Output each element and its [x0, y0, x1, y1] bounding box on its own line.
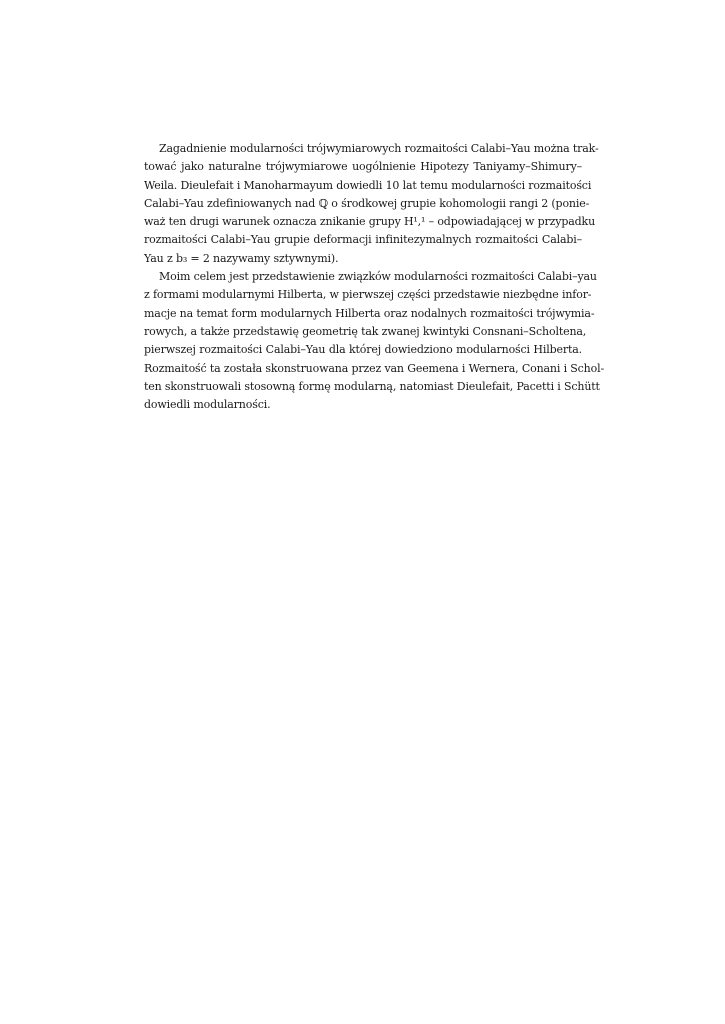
text-line: rozmaitości Calabi–Yau grupie deformacji infinitezymalnych rozmaitości Calabi– — [144, 233, 582, 247]
abstract-text-block — [144, 140, 605, 414]
text-line: Weila. Dieulefait i Manoharmayum dowiedli 10 lat temu modularności rozmaitości — [144, 178, 592, 192]
text-line: Yau z b₃ = 2 nazywamy sztywnymi). — [144, 251, 339, 265]
text-line: Rozmaitość ta została skonstruowana przez van Geemena i Wernera, Conani i Schol- — [144, 361, 605, 375]
text-line: dowiedli modularności. — [144, 398, 271, 412]
text-line: Moim celem jest przedstawienie związków modularności rozmaitości Calabi–yau — [159, 270, 597, 284]
text-line: z formami modularnymi Hilberta, w pierwszej części przedstawie niezbędne infor- — [144, 288, 592, 302]
text-line: tować jako naturalne trójwymiarowe uogólnienie Hipotezy Taniyamy–Shimury– — [144, 160, 582, 174]
text-line: macje na temat form modularnych Hilberta oraz nodalnych rozmaitości trójwymia- — [144, 306, 595, 320]
text-line: rowych, a także przedstawię geometrię tak zwanej kwintyki Consnani–Scholtena, — [144, 324, 587, 338]
text-line: pierwszej rozmaitości Calabi–Yau dla której dowiedziono modularności Hilberta. — [144, 343, 582, 357]
text-line: ten skonstruowali stosowną formę modularną, natomiast Dieulefait, Pacetti i Schütt — [144, 379, 600, 393]
text-line: Calabi–Yau zdefiniowanych nad ℚ o środkowej grupie kohomologii rangi 2 (ponie- — [144, 196, 590, 210]
text-line: waż ten drugi warunek oznacza znikanie grupy H¹,¹ – odpowiadającej w przypadku — [144, 215, 596, 229]
paragraph-2 — [144, 268, 605, 414]
paragraph-1 — [144, 140, 599, 268]
text-line: Zagadnienie modularności trójwymiarowych rozmaitości Calabi–Yau można trak- — [159, 142, 599, 155]
